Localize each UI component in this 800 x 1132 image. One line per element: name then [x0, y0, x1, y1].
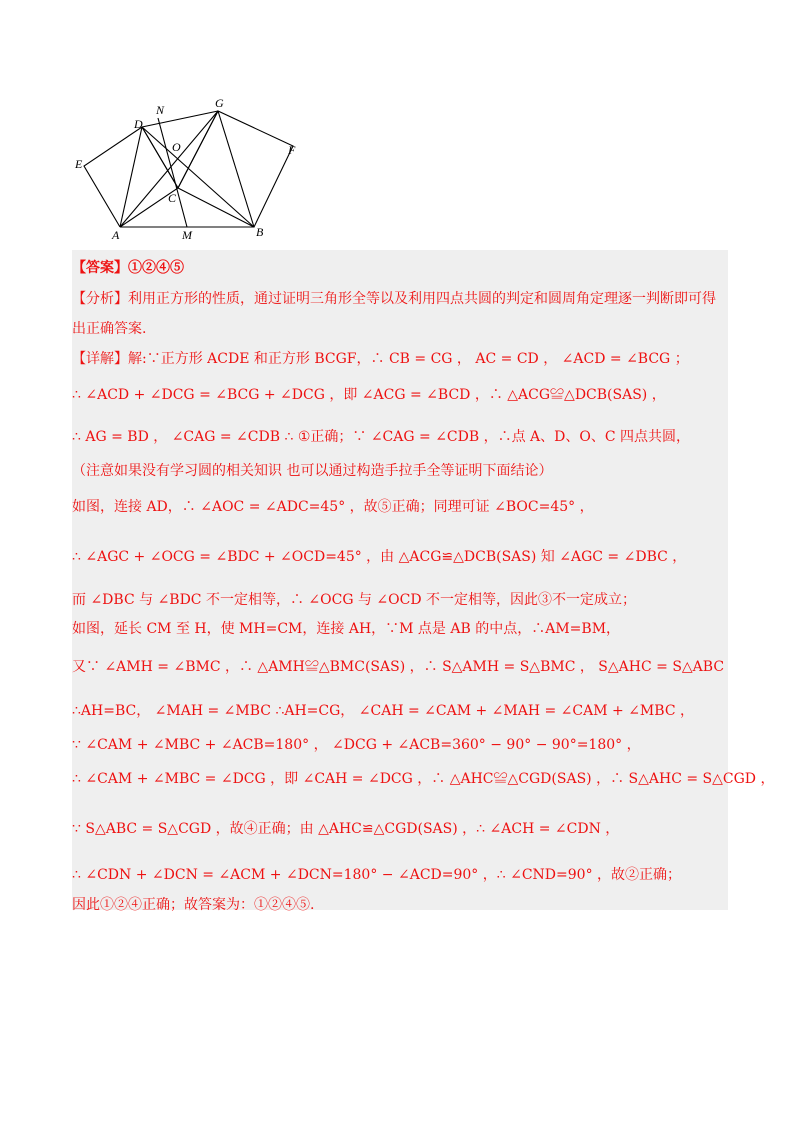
analysis-line: 【分析】利用正方形的性质，通过证明三角形全等以及利用四点共圆的判定和圆周角定理逐一判断即可得 [72, 291, 716, 307]
solution-line-10: ∵ ∠CAM + ∠MBC + ∠ACB=180° ， ∠DCG + ∠ACB=360° − 90° − 90°=180° ， [72, 737, 641, 753]
solution-line-8: 又∵ ∠AMH = ∠BMC ，∴ △AMH≌△BMC(SAS) ，∴ S△AMH = S△BMC ， S△AHC = S△ABC [72, 659, 725, 675]
geometry-diagram [72, 96, 322, 246]
label-e: E [75, 157, 83, 171]
geometry-figure [72, 96, 322, 246]
solution-line-5: ∴ ∠AGC + ∠OCG = ∠BDC + ∠OCD=45° ，由 △ACG≌△DCB(SAS) 知 ∠AGC = ∠DBC ， [72, 549, 687, 565]
solution-line-6: 而 ∠DBC 与 ∠BDC 不一定相等，∴ ∠OCG 与 ∠OCD 不一定相等，因此③不一定成立； [72, 592, 637, 608]
solution-line-2: ∴ ∠ACD + ∠DCG = ∠BCG + ∠DCG ，即 ∠ACG = ∠BCD ，∴ △ACG≌△DCB(SAS) ， [72, 387, 666, 403]
solution-line-1: 【详解】解:∵正方形 ACDE 和正方形 BCGF，∴ CB = CG ， AC = CD ， ∠ACD = ∠BCG ； [72, 351, 689, 367]
solution-line-13: ∴ ∠CDN + ∠DCN = ∠ACM + ∠DCN=180° − ∠ACD=90° ，∴ ∠CND=90° ，故②正确； [72, 867, 682, 883]
label-g: G [215, 96, 224, 110]
label-n: N [156, 103, 165, 117]
solution-line-12: ∵ S△ABC = S△CGD ，故④正确；由 △AHC≌△CGD(SAS) ，∴ ∠ACH = ∠CDN ， [72, 821, 620, 837]
label-f: F [288, 143, 296, 157]
solution-line-3: ∴ AG = BD ， ∠CAG = ∠CDB ∴ ①正确；∵ ∠CAG = ∠CDB ，∴点 A、D、O、C 四点共圆， [72, 429, 691, 445]
solution-note: （注意如果没有学习圆的相关知识 也可以通过构造手拉手全等证明下面结论） [72, 463, 553, 479]
label-a: A [112, 228, 120, 242]
solution-conclusion: 因此①②④正确；故答案为：①②④⑤. [72, 897, 315, 913]
solution-line-11: ∴ ∠CAM + ∠MBC = ∠DCG ，即 ∠CAH = ∠DCG ，∴ △AHC≌△CGD(SAS) ，∴ S△AHC = S△CGD ， [72, 771, 775, 787]
label-d: D [134, 117, 143, 131]
solution-line-4: 如图，连接 AD，∴ ∠AOC = ∠ADC=45° ，故⑤正确；同理可证 ∠BOC=45° ， [72, 499, 594, 515]
solution-line-7: 如图，延长 CM 至 H，使 MH=CM，连接 AH，∵M 点是 AB 的中点，∴AM=BM， [72, 621, 621, 637]
label-c: C [168, 191, 177, 205]
analysis-line-cont: 出正确答案. [72, 321, 147, 337]
answer-line: 【答案】①②④⑤ [72, 260, 184, 276]
label-m: M [182, 228, 192, 242]
solution-line-9: ∴AH=BC， ∠MAH = ∠MBC ∴AH=CG， ∠CAH = ∠CAM + ∠MAH = ∠CAM + ∠MBC ， [72, 703, 694, 719]
label-o: O [172, 140, 181, 154]
label-b: B [256, 225, 264, 239]
